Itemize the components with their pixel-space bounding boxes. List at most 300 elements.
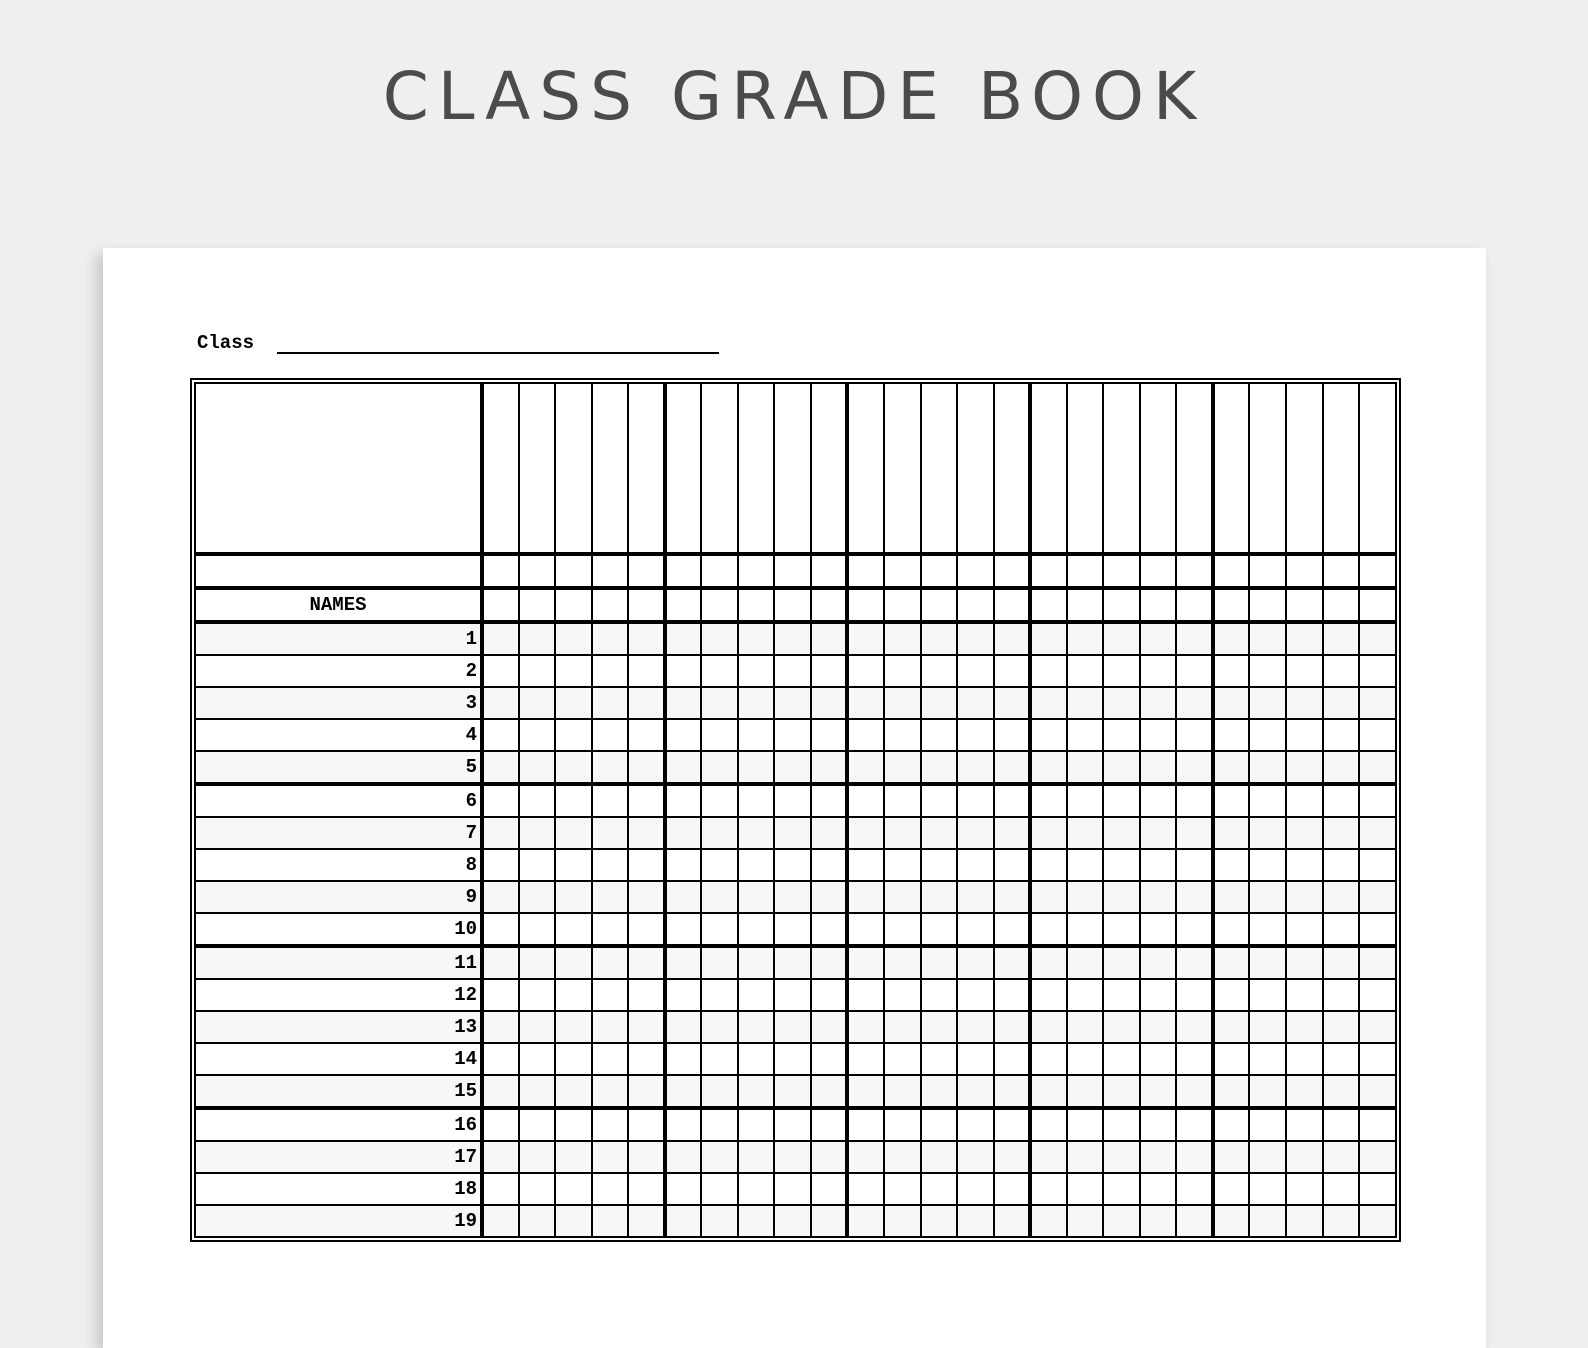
grade-cell[interactable] [1030, 817, 1067, 849]
grade-cell[interactable] [994, 979, 1031, 1011]
grade-cell[interactable] [1249, 687, 1286, 719]
grade-cell[interactable] [519, 849, 556, 881]
grade-cell[interactable] [1103, 1108, 1140, 1141]
grade-cell[interactable] [701, 1173, 738, 1205]
grade-cell[interactable] [811, 784, 848, 817]
grade-cell[interactable] [519, 784, 556, 817]
grade-cell[interactable] [665, 946, 702, 979]
grade-cell[interactable] [957, 719, 994, 751]
grade-cell[interactable] [994, 687, 1031, 719]
grade-cell[interactable] [847, 817, 884, 849]
grade-cell[interactable] [884, 383, 921, 554]
grade-cell[interactable] [701, 719, 738, 751]
grade-cell[interactable] [811, 1108, 848, 1141]
grade-cell[interactable] [1213, 687, 1250, 719]
grade-cell[interactable] [1030, 687, 1067, 719]
grade-cell[interactable] [1176, 1141, 1213, 1173]
grade-cell[interactable] [1323, 1043, 1360, 1075]
grade-cell[interactable] [701, 881, 738, 913]
grade-cell[interactable] [738, 817, 775, 849]
grade-cell[interactable] [957, 1075, 994, 1108]
grade-cell[interactable] [738, 655, 775, 687]
grade-cell[interactable] [1213, 751, 1250, 784]
grade-cell[interactable] [921, 1043, 958, 1075]
grade-cell[interactable] [1359, 588, 1396, 622]
grade-cell[interactable] [811, 383, 848, 554]
grade-cell[interactable] [847, 1205, 884, 1237]
grade-cell[interactable] [1213, 1108, 1250, 1141]
grade-cell[interactable] [921, 655, 958, 687]
grade-cell[interactable] [665, 881, 702, 913]
grade-cell[interactable] [1213, 588, 1250, 622]
grade-cell[interactable] [738, 751, 775, 784]
grade-cell[interactable] [1286, 849, 1323, 881]
grade-cell[interactable] [592, 817, 629, 849]
grade-cell[interactable] [1140, 1108, 1177, 1141]
grade-cell[interactable] [592, 1141, 629, 1173]
grade-cell[interactable] [957, 1205, 994, 1237]
grade-cell[interactable] [847, 751, 884, 784]
grade-cell[interactable] [1103, 784, 1140, 817]
grade-cell[interactable] [628, 1141, 665, 1173]
grade-cell[interactable] [774, 588, 811, 622]
grade-cell[interactable] [1286, 1043, 1323, 1075]
grade-cell[interactable] [1213, 913, 1250, 946]
grade-cell[interactable] [811, 687, 848, 719]
grade-cell[interactable] [921, 1173, 958, 1205]
grade-cell[interactable] [1176, 1173, 1213, 1205]
grade-cell[interactable] [811, 1043, 848, 1075]
grade-cell[interactable] [1176, 1108, 1213, 1141]
grade-cell[interactable] [592, 849, 629, 881]
grade-cell[interactable] [921, 554, 958, 588]
grade-cell[interactable] [1323, 687, 1360, 719]
grade-cell[interactable] [738, 881, 775, 913]
grade-cell[interactable] [1249, 655, 1286, 687]
grade-cell[interactable] [1176, 383, 1213, 554]
grade-cell[interactable] [774, 946, 811, 979]
grade-cell[interactable] [994, 1011, 1031, 1043]
grade-cell[interactable] [1176, 655, 1213, 687]
grade-cell[interactable] [701, 554, 738, 588]
grade-cell[interactable] [1249, 946, 1286, 979]
grade-cell[interactable] [994, 1043, 1031, 1075]
grade-cell[interactable] [701, 1011, 738, 1043]
grade-cell[interactable] [665, 1011, 702, 1043]
grade-cell[interactable] [1249, 1205, 1286, 1237]
grade-cell[interactable] [994, 913, 1031, 946]
grade-cell[interactable] [628, 1043, 665, 1075]
grade-cell[interactable] [555, 622, 592, 655]
grade-cell[interactable] [628, 554, 665, 588]
grade-cell[interactable] [1213, 655, 1250, 687]
grade-cell[interactable] [921, 383, 958, 554]
grade-cell[interactable] [1323, 1108, 1360, 1141]
grade-cell[interactable] [1030, 554, 1067, 588]
grade-cell[interactable] [884, 687, 921, 719]
grade-cell[interactable] [1067, 1108, 1104, 1141]
grade-cell[interactable] [1286, 719, 1323, 751]
grade-cell[interactable] [1140, 554, 1177, 588]
grade-cell[interactable] [1323, 1141, 1360, 1173]
grade-cell[interactable] [1103, 946, 1140, 979]
grade-cell[interactable] [482, 1043, 519, 1075]
grade-cell[interactable] [665, 719, 702, 751]
grade-cell[interactable] [884, 655, 921, 687]
grade-cell[interactable] [1030, 1075, 1067, 1108]
grade-cell[interactable] [628, 1205, 665, 1237]
grade-cell[interactable] [884, 588, 921, 622]
grade-cell[interactable] [482, 979, 519, 1011]
grade-cell[interactable] [1286, 588, 1323, 622]
grade-cell[interactable] [1030, 784, 1067, 817]
grade-cell[interactable] [1103, 383, 1140, 554]
grade-cell[interactable] [701, 849, 738, 881]
grade-cell[interactable] [1140, 979, 1177, 1011]
grade-cell[interactable] [519, 881, 556, 913]
grade-cell[interactable] [555, 383, 592, 554]
grade-cell[interactable] [1176, 687, 1213, 719]
grade-cell[interactable] [884, 1075, 921, 1108]
grade-cell[interactable] [1213, 1173, 1250, 1205]
grade-cell[interactable] [957, 784, 994, 817]
grade-cell[interactable] [1067, 1011, 1104, 1043]
grade-cell[interactable] [1286, 1205, 1323, 1237]
grade-cell[interactable] [884, 849, 921, 881]
grade-cell[interactable] [1359, 1205, 1396, 1237]
grade-cell[interactable] [847, 687, 884, 719]
grade-cell[interactable] [1103, 554, 1140, 588]
grade-cell[interactable] [1286, 979, 1323, 1011]
grade-cell[interactable] [519, 1141, 556, 1173]
grade-cell[interactable] [1286, 1075, 1323, 1108]
grade-cell[interactable] [482, 881, 519, 913]
grade-cell[interactable] [994, 1108, 1031, 1141]
grade-cell[interactable] [701, 946, 738, 979]
grade-cell[interactable] [957, 881, 994, 913]
grade-cell[interactable] [957, 849, 994, 881]
grade-cell[interactable] [811, 913, 848, 946]
grade-cell[interactable] [994, 946, 1031, 979]
grade-cell[interactable] [592, 913, 629, 946]
grade-cell[interactable] [811, 979, 848, 1011]
grade-cell[interactable] [1140, 784, 1177, 817]
grade-cell[interactable] [1140, 946, 1177, 979]
grade-cell[interactable] [774, 1011, 811, 1043]
grade-cell[interactable] [665, 1075, 702, 1108]
grade-cell[interactable] [957, 979, 994, 1011]
grade-cell[interactable] [1067, 383, 1104, 554]
grade-cell[interactable] [1103, 979, 1140, 1011]
grade-cell[interactable] [1249, 383, 1286, 554]
grade-cell[interactable] [1359, 383, 1396, 554]
grade-cell[interactable] [994, 881, 1031, 913]
grade-cell[interactable] [1286, 622, 1323, 655]
grade-cell[interactable] [555, 817, 592, 849]
grade-cell[interactable] [957, 751, 994, 784]
grade-cell[interactable] [519, 554, 556, 588]
grade-cell[interactable] [555, 1043, 592, 1075]
grade-cell[interactable] [1213, 784, 1250, 817]
grade-cell[interactable] [1249, 817, 1286, 849]
grade-cell[interactable] [701, 751, 738, 784]
grade-cell[interactable] [1140, 849, 1177, 881]
grade-cell[interactable] [921, 588, 958, 622]
grade-cell[interactable] [884, 913, 921, 946]
grade-cell[interactable] [921, 1108, 958, 1141]
grade-cell[interactable] [1323, 1205, 1360, 1237]
grade-cell[interactable] [482, 554, 519, 588]
grade-cell[interactable] [482, 784, 519, 817]
grade-cell[interactable] [555, 655, 592, 687]
grade-cell[interactable] [1213, 849, 1250, 881]
grade-cell[interactable] [665, 1043, 702, 1075]
grade-cell[interactable] [628, 849, 665, 881]
grade-cell[interactable] [701, 1141, 738, 1173]
grade-cell[interactable] [774, 784, 811, 817]
grade-cell[interactable] [701, 1075, 738, 1108]
grade-cell[interactable] [1323, 817, 1360, 849]
grade-cell[interactable] [1067, 913, 1104, 946]
grade-cell[interactable] [555, 751, 592, 784]
grade-cell[interactable] [519, 622, 556, 655]
grade-cell[interactable] [1323, 1075, 1360, 1108]
grade-cell[interactable] [1176, 1043, 1213, 1075]
grade-cell[interactable] [555, 881, 592, 913]
grade-cell[interactable] [957, 946, 994, 979]
grade-cell[interactable] [738, 1108, 775, 1141]
grade-cell[interactable] [847, 719, 884, 751]
grade-cell[interactable] [884, 1205, 921, 1237]
grade-cell[interactable] [1323, 946, 1360, 979]
grade-cell[interactable] [1286, 913, 1323, 946]
grade-cell[interactable] [1286, 383, 1323, 554]
grade-cell[interactable] [1286, 946, 1323, 979]
grade-cell[interactable] [1249, 979, 1286, 1011]
grade-cell[interactable] [482, 655, 519, 687]
grade-cell[interactable] [957, 687, 994, 719]
grade-cell[interactable] [957, 1173, 994, 1205]
grade-cell[interactable] [701, 588, 738, 622]
grade-cell[interactable] [774, 1205, 811, 1237]
grade-cell[interactable] [665, 554, 702, 588]
grade-cell[interactable] [847, 946, 884, 979]
grade-cell[interactable] [957, 622, 994, 655]
grade-cell[interactable] [1286, 1011, 1323, 1043]
grade-cell[interactable] [592, 655, 629, 687]
grade-cell[interactable] [482, 719, 519, 751]
grade-cell[interactable] [1176, 719, 1213, 751]
grade-cell[interactable] [628, 687, 665, 719]
grade-cell[interactable] [1359, 881, 1396, 913]
grade-cell[interactable] [1323, 881, 1360, 913]
grade-cell[interactable] [921, 687, 958, 719]
grade-cell[interactable] [774, 849, 811, 881]
grade-cell[interactable] [482, 817, 519, 849]
grade-cell[interactable] [1103, 622, 1140, 655]
grade-cell[interactable] [811, 1173, 848, 1205]
grade-cell[interactable] [1067, 1173, 1104, 1205]
grade-cell[interactable] [1140, 1173, 1177, 1205]
grade-cell[interactable] [592, 1043, 629, 1075]
grade-cell[interactable] [1359, 655, 1396, 687]
grade-cell[interactable] [555, 946, 592, 979]
grade-cell[interactable] [1103, 588, 1140, 622]
grade-cell[interactable] [1140, 622, 1177, 655]
grade-cell[interactable] [738, 687, 775, 719]
grade-cell[interactable] [957, 1108, 994, 1141]
grade-cell[interactable] [1249, 849, 1286, 881]
grade-cell[interactable] [1359, 1141, 1396, 1173]
grade-cell[interactable] [628, 751, 665, 784]
grade-cell[interactable] [1213, 1075, 1250, 1108]
grade-cell[interactable] [847, 383, 884, 554]
grade-cell[interactable] [592, 881, 629, 913]
grade-cell[interactable] [921, 1205, 958, 1237]
assignment-title-corner[interactable] [195, 383, 482, 554]
grade-cell[interactable] [701, 913, 738, 946]
grade-cell[interactable] [1323, 655, 1360, 687]
grade-cell[interactable] [1067, 1205, 1104, 1237]
grade-cell[interactable] [665, 784, 702, 817]
grade-cell[interactable] [921, 913, 958, 946]
grade-cell[interactable] [957, 655, 994, 687]
grade-cell[interactable] [884, 817, 921, 849]
grade-cell[interactable] [921, 1141, 958, 1173]
grade-cell[interactable] [482, 622, 519, 655]
grade-cell[interactable] [1359, 817, 1396, 849]
grade-cell[interactable] [519, 383, 556, 554]
grade-cell[interactable] [994, 554, 1031, 588]
grade-cell[interactable] [701, 784, 738, 817]
grade-cell[interactable] [1359, 913, 1396, 946]
grade-cell[interactable] [994, 1205, 1031, 1237]
grade-cell[interactable] [1067, 751, 1104, 784]
grade-cell[interactable] [592, 1011, 629, 1043]
grade-cell[interactable] [884, 554, 921, 588]
grade-cell[interactable] [1213, 817, 1250, 849]
grade-cell[interactable] [1140, 817, 1177, 849]
grade-cell[interactable] [701, 817, 738, 849]
grade-cell[interactable] [994, 817, 1031, 849]
grade-cell[interactable] [1249, 1075, 1286, 1108]
grade-cell[interactable] [1140, 881, 1177, 913]
grade-cell[interactable] [665, 622, 702, 655]
grade-cell[interactable] [665, 1141, 702, 1173]
grade-cell[interactable] [921, 1011, 958, 1043]
grade-cell[interactable] [1103, 687, 1140, 719]
grade-cell[interactable] [555, 554, 592, 588]
grade-cell[interactable] [921, 784, 958, 817]
grade-cell[interactable] [1067, 784, 1104, 817]
grade-cell[interactable] [1030, 849, 1067, 881]
grade-cell[interactable] [738, 849, 775, 881]
grade-cell[interactable] [774, 383, 811, 554]
grade-cell[interactable] [1103, 1141, 1140, 1173]
grade-cell[interactable] [628, 655, 665, 687]
grade-cell[interactable] [811, 655, 848, 687]
grade-cell[interactable] [1359, 784, 1396, 817]
grade-cell[interactable] [1176, 622, 1213, 655]
grade-cell[interactable] [1030, 913, 1067, 946]
grade-cell[interactable] [1323, 1173, 1360, 1205]
grade-cell[interactable] [519, 655, 556, 687]
grade-cell[interactable] [811, 1011, 848, 1043]
grade-cell[interactable] [665, 1173, 702, 1205]
grade-cell[interactable] [1103, 849, 1140, 881]
grade-cell[interactable] [811, 751, 848, 784]
grade-cell[interactable] [1323, 1011, 1360, 1043]
grade-cell[interactable] [592, 1173, 629, 1205]
grade-cell[interactable] [738, 622, 775, 655]
grade-cell[interactable] [1249, 1108, 1286, 1141]
grade-cell[interactable] [1030, 655, 1067, 687]
grade-cell[interactable] [1030, 383, 1067, 554]
grade-cell[interactable] [1286, 881, 1323, 913]
grade-cell[interactable] [1140, 588, 1177, 622]
grade-cell[interactable] [1103, 913, 1140, 946]
grade-cell[interactable] [847, 588, 884, 622]
grade-cell[interactable] [884, 1141, 921, 1173]
grade-cell[interactable] [665, 588, 702, 622]
grade-cell[interactable] [811, 1205, 848, 1237]
grade-cell[interactable] [774, 1141, 811, 1173]
grade-cell[interactable] [1213, 1011, 1250, 1043]
grade-cell[interactable] [482, 1011, 519, 1043]
grade-cell[interactable] [1176, 849, 1213, 881]
grade-cell[interactable] [1249, 784, 1286, 817]
grade-cell[interactable] [1030, 1205, 1067, 1237]
grade-cell[interactable] [884, 979, 921, 1011]
grade-cell[interactable] [884, 622, 921, 655]
grade-cell[interactable] [884, 946, 921, 979]
grade-cell[interactable] [1176, 554, 1213, 588]
grade-cell[interactable] [1103, 751, 1140, 784]
grade-cell[interactable] [738, 1075, 775, 1108]
class-field[interactable] [277, 352, 719, 354]
grade-cell[interactable] [1286, 1108, 1323, 1141]
grade-cell[interactable] [921, 849, 958, 881]
grade-cell[interactable] [921, 881, 958, 913]
grade-cell[interactable] [1103, 817, 1140, 849]
grade-cell[interactable] [847, 1108, 884, 1141]
grade-cell[interactable] [738, 554, 775, 588]
grade-cell[interactable] [1249, 751, 1286, 784]
grade-cell[interactable] [738, 719, 775, 751]
grade-cell[interactable] [847, 655, 884, 687]
grade-cell[interactable] [519, 913, 556, 946]
grade-cell[interactable] [847, 1043, 884, 1075]
grade-cell[interactable] [811, 719, 848, 751]
grade-cell[interactable] [847, 979, 884, 1011]
grade-cell[interactable] [1067, 1075, 1104, 1108]
grade-cell[interactable] [1213, 1141, 1250, 1173]
grade-cell[interactable] [1103, 719, 1140, 751]
grade-cell[interactable] [592, 687, 629, 719]
grade-cell[interactable] [628, 946, 665, 979]
grade-cell[interactable] [665, 1205, 702, 1237]
date-label-cell[interactable] [195, 554, 482, 588]
grade-cell[interactable] [1249, 1043, 1286, 1075]
grade-cell[interactable] [1140, 687, 1177, 719]
grade-cell[interactable] [1103, 1043, 1140, 1075]
grade-cell[interactable] [1323, 751, 1360, 784]
grade-cell[interactable] [847, 1173, 884, 1205]
grade-cell[interactable] [1103, 1075, 1140, 1108]
grade-cell[interactable] [592, 1205, 629, 1237]
grade-cell[interactable] [811, 588, 848, 622]
grade-cell[interactable] [994, 751, 1031, 784]
